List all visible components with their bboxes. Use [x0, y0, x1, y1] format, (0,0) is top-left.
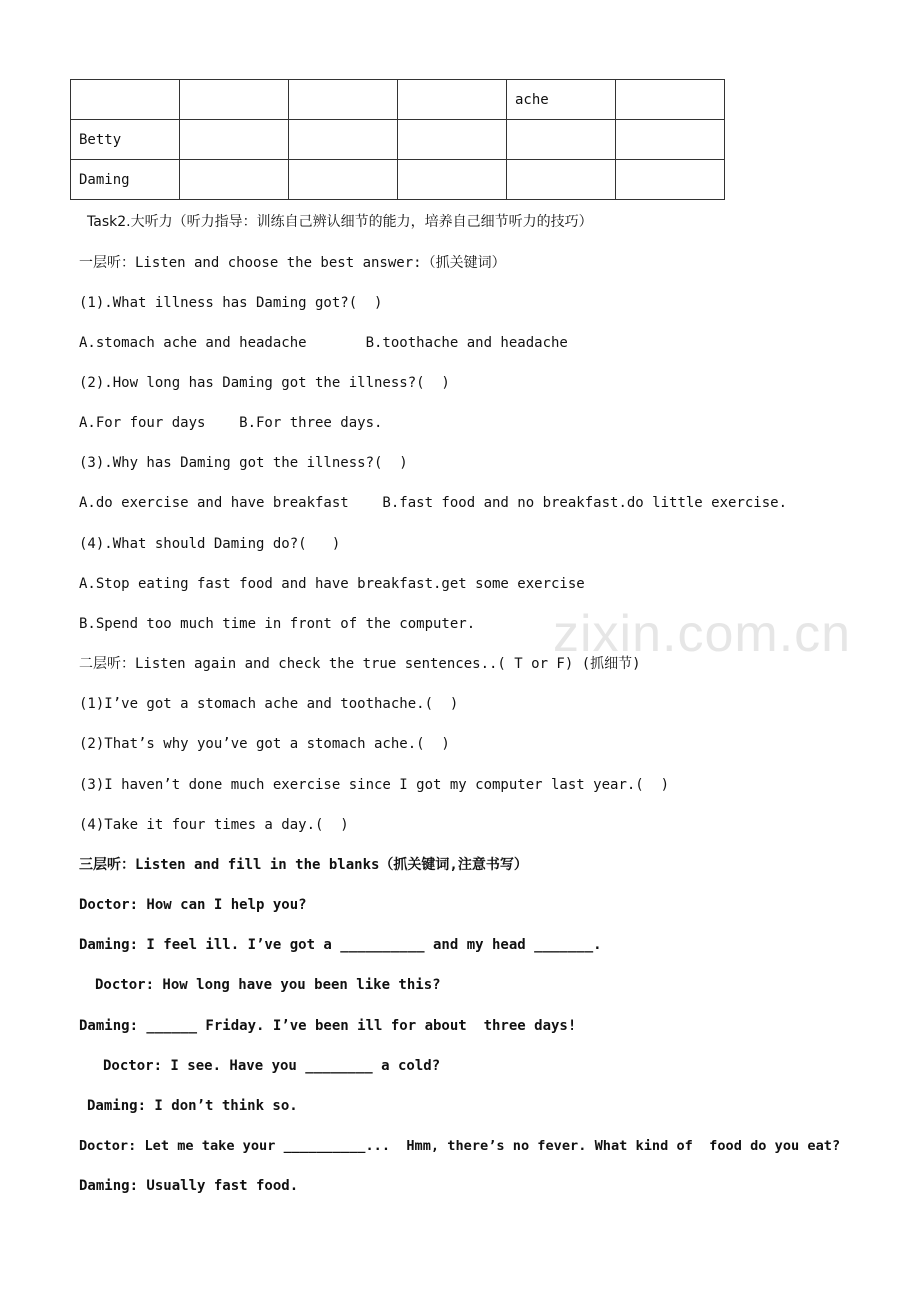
- answer-options: A.For four days B.For three days.: [79, 415, 383, 431]
- answer-option: A.Stop eating fast food and have breakfast.get some exercise: [79, 576, 585, 592]
- table-cell: [289, 160, 398, 200]
- table-cell: [507, 120, 616, 160]
- dialogue-line: Daming: ______ Friday. I’ve been ill for about three days!: [79, 1018, 577, 1034]
- table-cell: [507, 160, 616, 200]
- table-cell: [616, 80, 725, 120]
- table-cell: Betty: [71, 120, 180, 160]
- table-row: [71, 80, 725, 120]
- dialogue-line: Daming: I feel ill. I’ve got a __________ and my head _______.: [79, 937, 602, 953]
- table-cell: [289, 120, 398, 160]
- dialogue-line: Doctor: I see. Have you ________ a cold?: [103, 1058, 441, 1074]
- true-false-item: (4)Take it four times a day.( ): [79, 817, 349, 833]
- table-row: [71, 160, 725, 200]
- table-cell: [398, 80, 507, 120]
- table-cell: [71, 80, 180, 120]
- section-heading: 三层听：Listen and fill in the blanks（抓关键词,注意书写）: [79, 857, 528, 873]
- dialogue-line: Doctor: How can I help you?: [79, 897, 307, 913]
- task-heading: Task2.大听力（听力指导：训练自己辨认细节的能力，培养自己细节听力的技巧）: [87, 214, 593, 230]
- section-heading: 二层听：Listen again and check the true sentences..( T or F) (抓细节): [79, 656, 641, 672]
- question: (4).What should Daming do?( ): [79, 536, 341, 552]
- section-heading: 一层听：Listen and choose the best answer:（抓关键词）: [79, 255, 506, 271]
- answer-options: A.stomach ache and headache B.toothache and headache: [79, 335, 568, 351]
- table-cell: Daming: [71, 160, 180, 200]
- question: (3).Why has Daming got the illness?( ): [79, 455, 408, 471]
- table-cell: [180, 160, 289, 200]
- true-false-item: (1)I’ve got a stomach ache and toothache.( ): [79, 696, 459, 712]
- table-cell: [180, 120, 289, 160]
- true-false-item: (3)I haven’t done much exercise since I got my computer last year.( ): [79, 777, 670, 793]
- table-cell: ache: [507, 80, 616, 120]
- table-cell: [398, 120, 507, 160]
- illness-table: [70, 79, 725, 200]
- dialogue-line: Daming: I don’t think so.: [87, 1098, 298, 1114]
- dialogue-line: Doctor: How long have you been like this?: [95, 977, 441, 993]
- answer-option: B.Spend too much time in front of the computer.: [79, 616, 476, 632]
- table-cell: [616, 120, 725, 160]
- true-false-item: (2)That’s why you’ve got a stomach ache.( ): [79, 736, 450, 752]
- table-cell: [616, 160, 725, 200]
- answer-options: A.do exercise and have breakfast B.fast food and no breakfast.do little exercise.: [79, 495, 788, 511]
- table-row: [71, 120, 725, 160]
- watermark: zixin.com.cn: [553, 605, 852, 663]
- dialogue-line: Doctor: Let me take your __________... Hmm, there’s no fever. What kind of food do you eat?: [79, 1138, 841, 1154]
- table-cell: [398, 160, 507, 200]
- table-cell: [180, 80, 289, 120]
- dialogue-line: Daming: Usually fast food.: [79, 1178, 299, 1194]
- table-cell: [289, 80, 398, 120]
- question: (2).How long has Daming got the illness?( ): [79, 375, 450, 391]
- question: (1).What illness has Daming got?( ): [79, 295, 383, 311]
